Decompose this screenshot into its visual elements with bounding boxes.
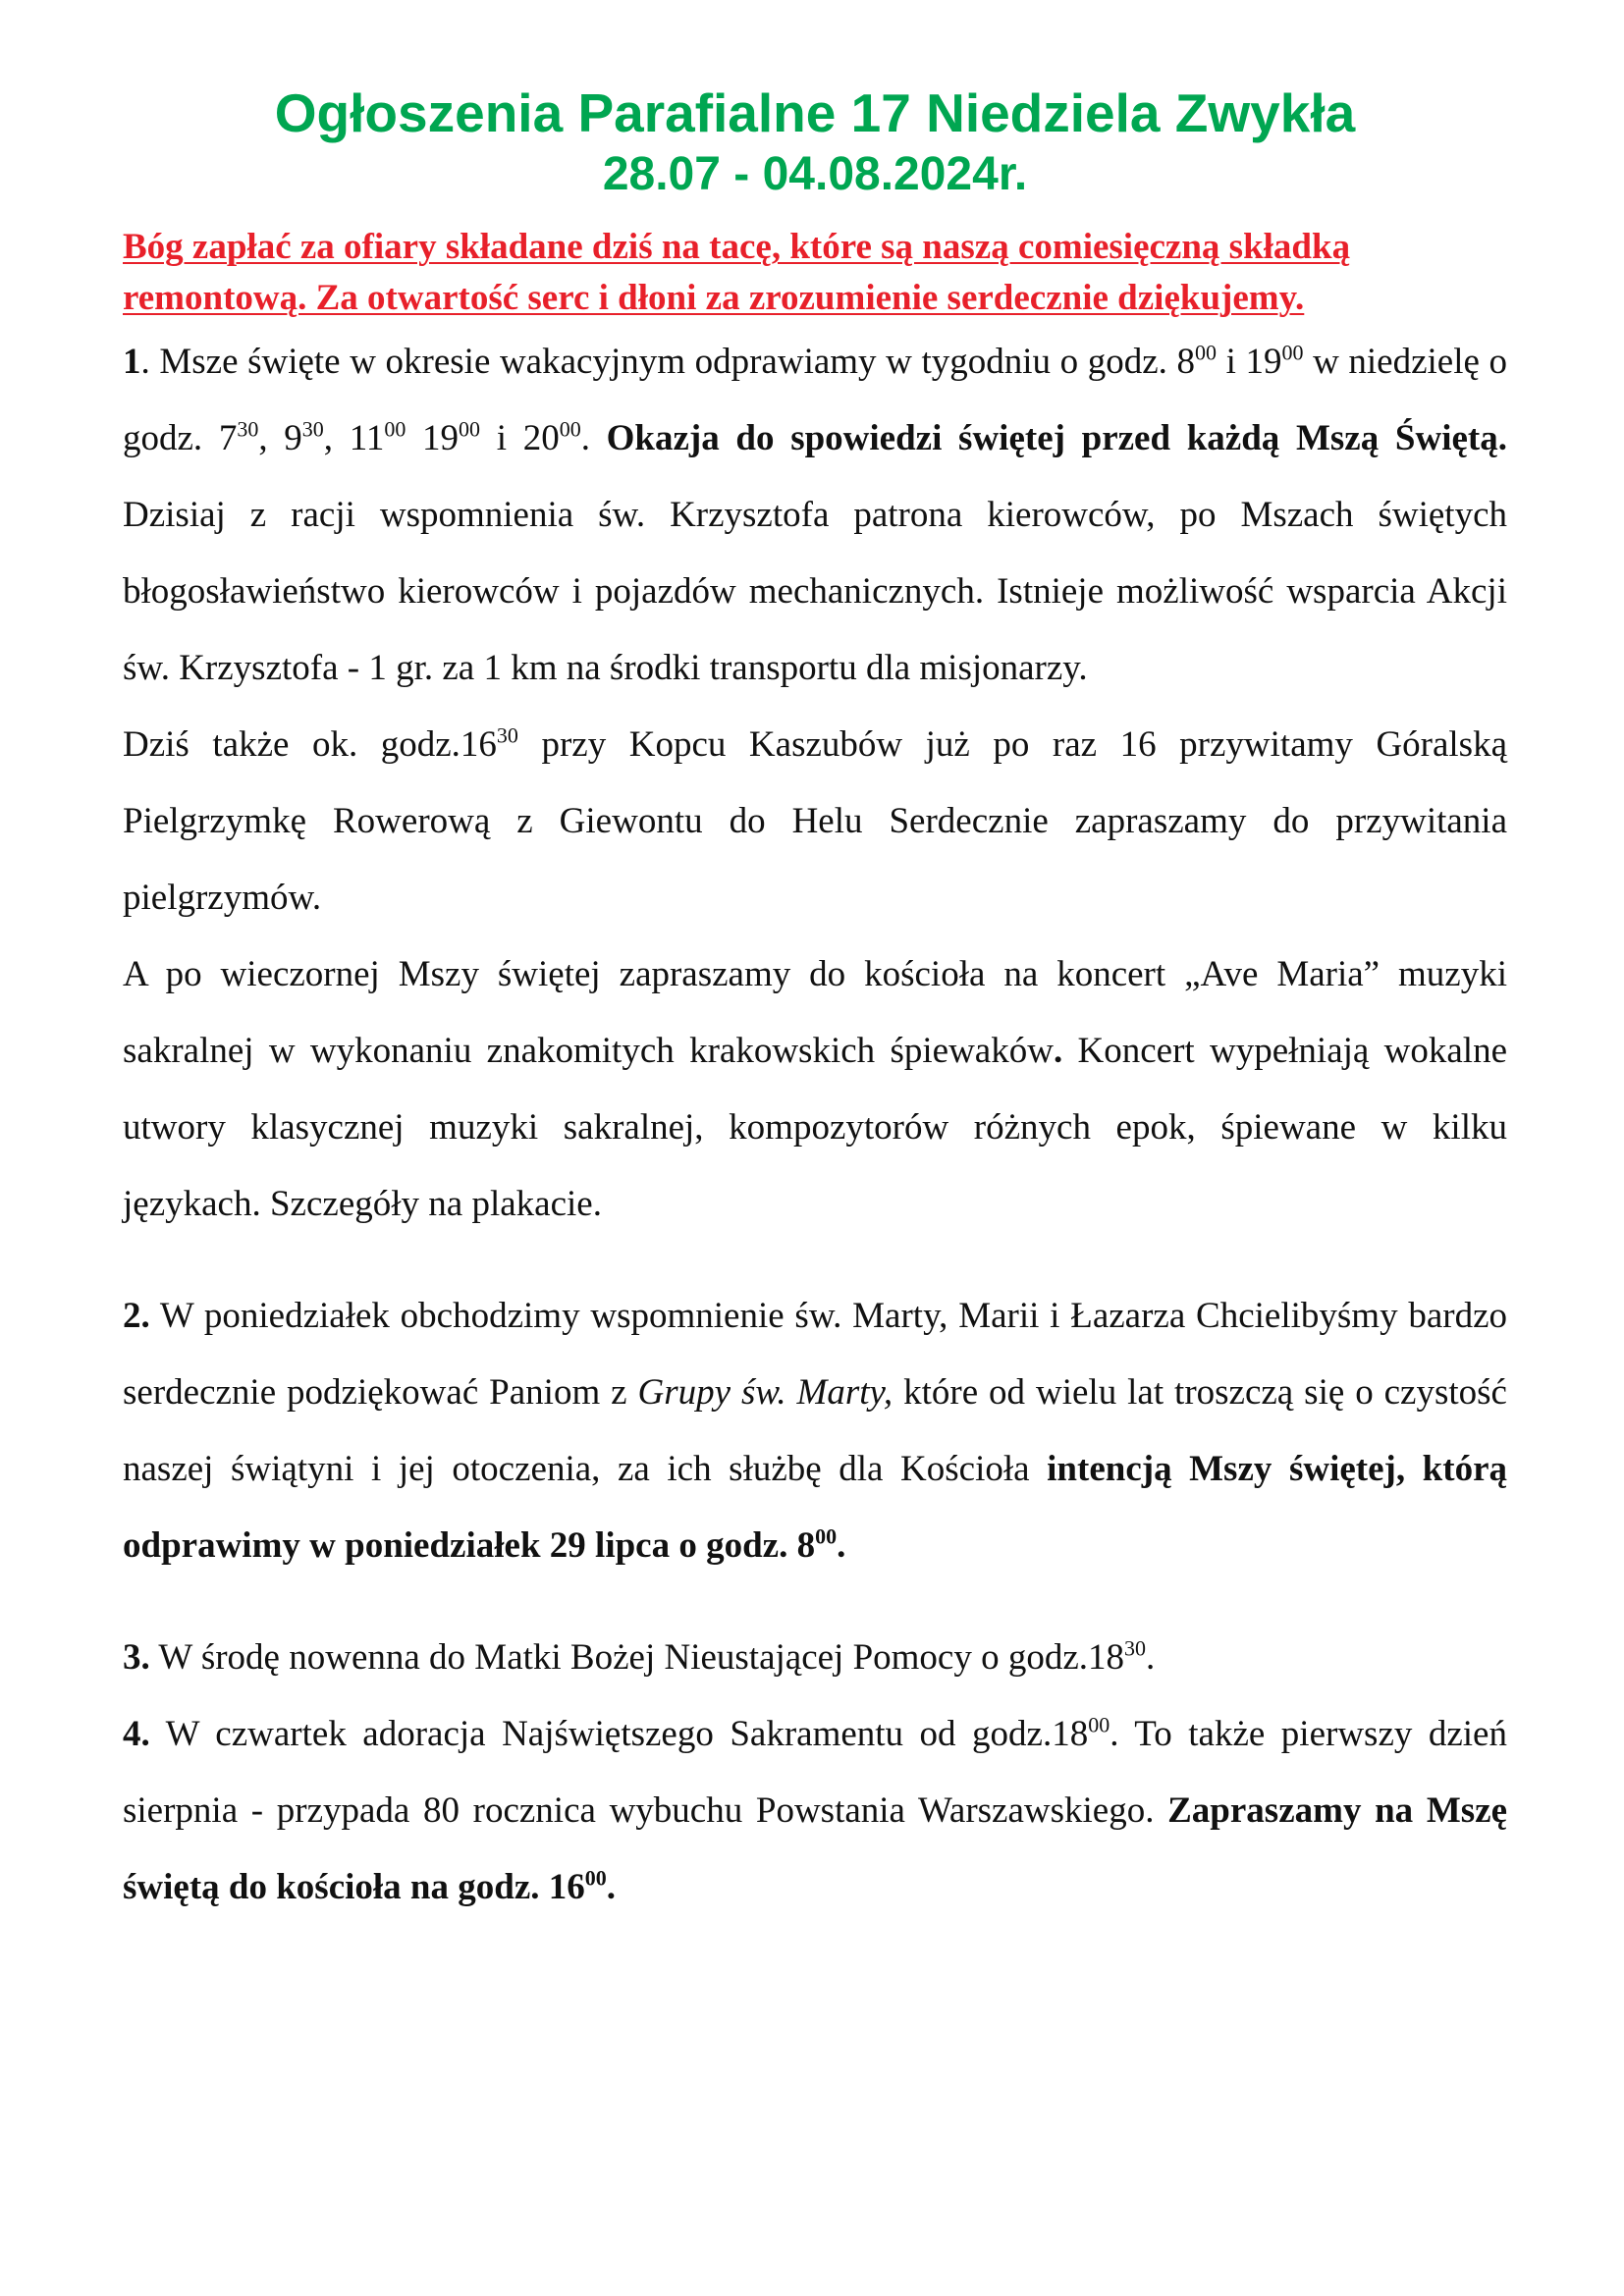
mass-intention: intencją Mszy świętej, którą odprawimy w poniedziałek 29 lipca o godz. $8^{00}$.: [123, 1449, 1507, 1566]
thanks-note: Bóg zapłać za ofiary składane dziś na tacę, które są naszą comiesięczną składką remontową. Za otwartość serc i dłoni za zrozumienie serdecznie dziękujemy.: [123, 227, 1351, 318]
announcement-2: 2. W poniedziałek obchodzimy wspomnienie św. Marty, Marii i Łazarza Chcielibyśmy bardzo serdecznie podziękować Paniom z Grupy św. Marty, które od wielu lat troszczą się o czystość naszej świątyni i jej otoczenia, za ich służbę dla Kościoła intencją Mszy świętej, którą odprawimy w poniedziałek 29 lipca o godz. $8^{00}$.: [123, 1296, 1507, 1566]
mass-invitation: Zapraszamy na Mszę świętą do kościoła na godz. $16^{00}$.: [123, 1790, 1507, 1907]
item-number: 3.: [123, 1637, 150, 1678]
announcement-1-concert: A po wieczornej Mszy świętej zapraszamy do kościoła na koncert „Ave Maria” muzyki sakralnej w wykonaniu znakomitych krakowskich śpiewaków. Koncert wypełniają wokalne utwory klasycznej muzyki sakralnej, kompozytorów różnych epok, śpiewane w kilku językach. Szczegóły na plakacie.: [123, 954, 1507, 1224]
announcement-page: [123, 80, 1507, 1926]
group-name: Grupy św. Marty,: [637, 1372, 893, 1413]
item-number: 2.: [123, 1296, 150, 1336]
announcement-1: 1. Msze święte w okresie wakacyjnym odprawiamy w tygodniu o godz. $8^{00}$ i $19^{00}$ w niedzielę o godz. $7^{30}$, $9^{30}$, $11^{00}$ $19^{00}$ i $20^{00}$. Okazja do spowiedzi świętej przed każdą Mszą Świętą. Dzisiaj z racji wspomnienia św. Krzysztofa patrona kierowców, po Mszach świętych błogosławieństwo kierowców i pojazdów mechanicznych. Istnieje możliwość wsparcia Akcji św. Krzysztofa - 1 gr. za 1 km na środki transportu dla misjonarzy.: [123, 340, 1508, 688]
item-number: 4.: [123, 1714, 150, 1754]
page-title: Ogłoszenia Parafialne 17 Niedziela Zwykła: [274, 82, 1356, 143]
date-range: 28.07 - 04.08.2024r.: [602, 148, 1028, 200]
announcement-4: 4. W czwartek adoracja Najświętszego Sakramentu od $godz.18^{00}$. To także pierwszy dzień sierpnia - przypada 80 rocznica wybuchu Powstania Warszawskiego. Zapraszamy na Mszę świętą do kościoła na godz. $16^{00}$.: [123, 1712, 1507, 1907]
confession-note: Okazja do spowiedzi świętej przed każdą Mszą Świętą.: [606, 418, 1507, 458]
announcement-3: 3. W środę nowenna do Matki Bożej Nieustającej Pomocy o $godz.18^{30}$.: [123, 1635, 1156, 1678]
announcement-1-pilgrimage: Dziś także ok. $godz.16^{30}$ przy Kopcu Kaszubów już po raz 16 przywitamy Góralską Pielgrzymkę Rowerową z Giewontu do Helu Serdecznie zapraszamy do przywitania pielgrzymów.: [123, 722, 1508, 918]
item-number: 1: [123, 342, 141, 382]
